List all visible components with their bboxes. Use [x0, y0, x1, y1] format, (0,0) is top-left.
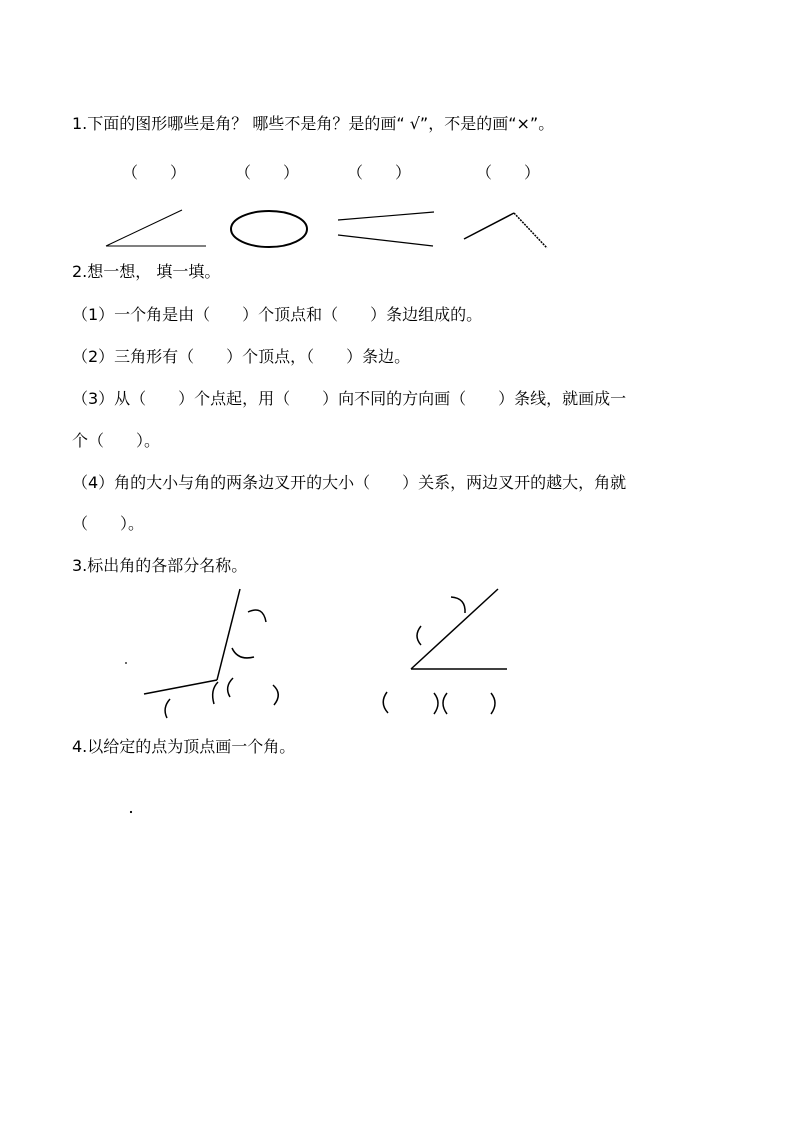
- q1-figure-curved-angle: [464, 213, 547, 248]
- q1-blank-1[interactable]: （ ）: [122, 163, 187, 182]
- q1-figure-ellipse: [231, 211, 307, 247]
- q2-title: 2.想一想， 填一填。: [72, 262, 221, 281]
- q1-figure-angle: [106, 210, 206, 246]
- q3-angle-right: [411, 589, 507, 669]
- q3-dot-left: [125, 662, 127, 664]
- q2-item-4-line-2: （ ）。: [72, 514, 145, 533]
- q4-vertex-point[interactable]: [130, 811, 132, 813]
- q1-blank-3[interactable]: （ ）: [347, 163, 412, 182]
- q2-item-2: （2）三角形有（ ）个顶点，（ ）条边。: [72, 347, 411, 366]
- q3-label-arcs-right: [383, 597, 495, 714]
- q2-item-3-line-1: （3）从（ ）个点起，用（ ）向不同的方向画（ ）条线，就画成一: [72, 389, 627, 408]
- q1-blank-2[interactable]: （ ）: [235, 163, 300, 182]
- q4-title: 4.以给定的点为顶点画一个角。: [72, 737, 296, 756]
- q2-item-1: （1）一个角是由（ ）个顶点和（ ）条边组成的。: [72, 305, 483, 324]
- q1-text: 1.下面的图形哪些是角？ 哪些不是角？是的画“ √”，不是的画“×”。: [72, 114, 555, 133]
- q1-figure-separate-lines: [338, 212, 434, 246]
- q2-item-3-line-2: 个（ ）。: [72, 431, 161, 450]
- q3-angle-left: [144, 589, 240, 694]
- q1-blank-4[interactable]: （ ）: [476, 163, 541, 182]
- q3-title: 3.标出角的各部分名称。: [72, 556, 248, 575]
- q2-item-4-line-1: （4）角的大小与角的两条边叉开的大小（ ）关系，两边叉开的越大，角就: [72, 473, 627, 492]
